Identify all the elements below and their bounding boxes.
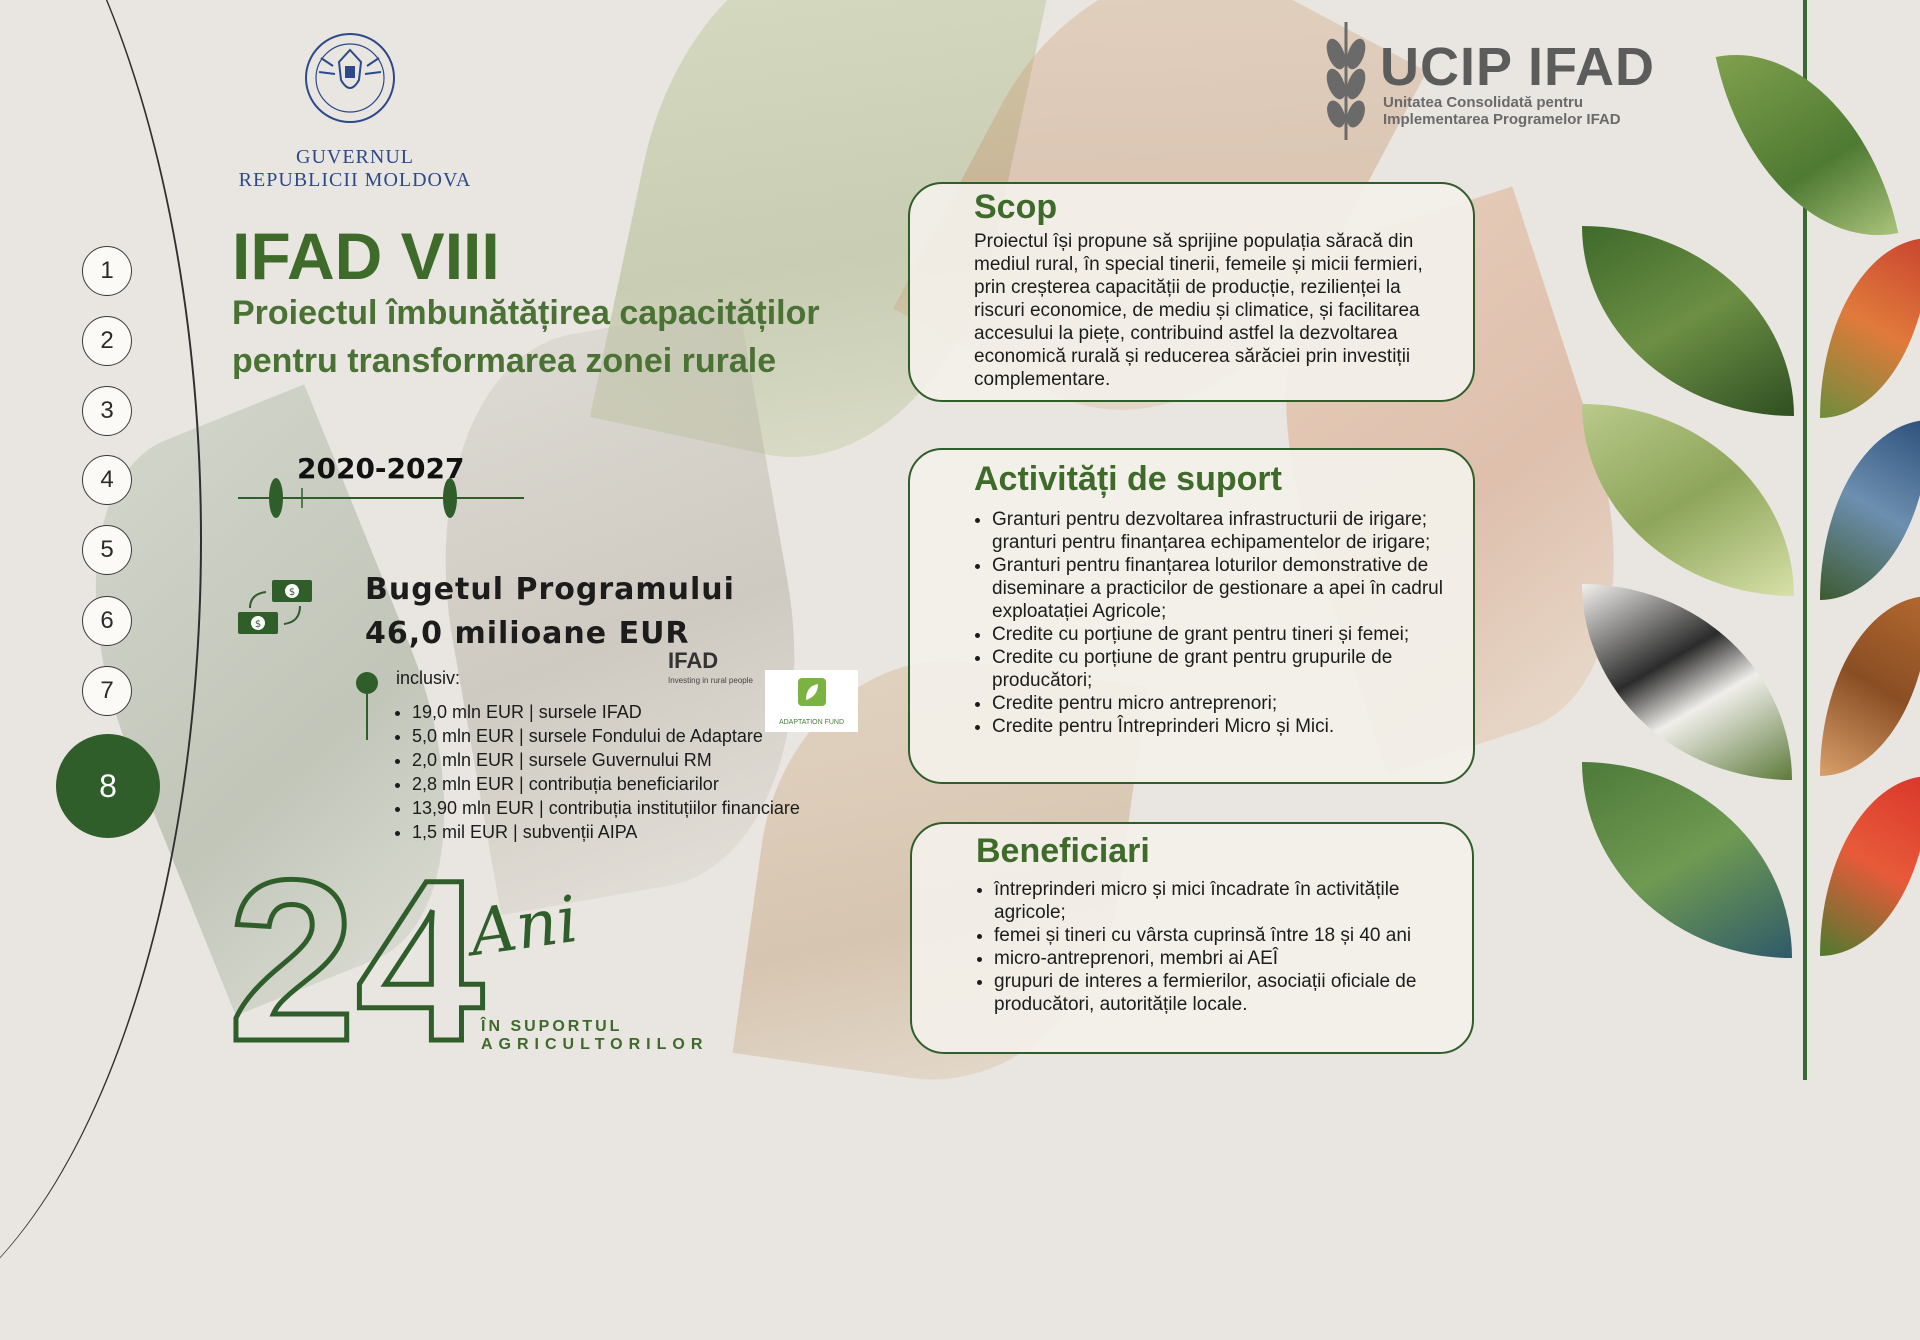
- project-subtitle-line2: pentru transformarea zonei rurale: [232, 342, 777, 380]
- activities-title: Activități de suport: [974, 460, 1282, 498]
- government-emblem-icon: [303, 22, 397, 134]
- activity-item: • Credite pentru Întreprinderi Micro și Mici.: [992, 715, 1459, 738]
- activity-item: • Granturi pentru dezvoltarea infrastructurii de irigare; granturi pentru finanțarea echipamentelor de irigare;: [992, 508, 1459, 554]
- nav-button-2[interactable]: 2: [82, 316, 132, 366]
- beneficiary-item: • grupuri de interes a fermierilor, asociații oficiale de producători, autoritățile locale.: [994, 970, 1458, 1016]
- anniversary-word: Ani: [465, 882, 583, 972]
- activities-list: [974, 508, 1459, 738]
- beneficiaries-list: [976, 878, 1458, 1016]
- budget-source-item: • 19,0 mln EUR | sursele IFAD: [412, 700, 800, 724]
- ucip-logo-subtitle-line2: Implementarea Programelor IFAD: [1383, 111, 1621, 128]
- money-exchange-icon: [236, 576, 316, 638]
- ifad-logo-tagline: Investing in rural people: [668, 676, 753, 685]
- adaptation-fund-logo: [765, 670, 858, 732]
- budget-source-item: • 1,5 mil EUR | subvenții AIPA: [412, 820, 800, 844]
- budget-source-item: • 2,0 mln EUR | sursele Guvernului RM: [412, 748, 800, 772]
- location-pin-icon: [354, 670, 380, 742]
- project-years: 2020-2027: [297, 452, 465, 485]
- government-name-line1: GUVERNUL: [296, 146, 414, 168]
- photo-leaf-strawberry: [1582, 226, 1794, 416]
- adaptation-fund-label: ADAPTATION FUND: [778, 719, 845, 726]
- svg-text:$: $: [288, 587, 296, 598]
- activity-item: • Credite cu porțiune de grant pentru tineri și femei;: [992, 623, 1459, 646]
- nav-button-6[interactable]: 6: [82, 596, 132, 646]
- anniversary-line1: ÎN SUPORTUL: [481, 1018, 623, 1035]
- nav-button-3[interactable]: 3: [82, 386, 132, 436]
- beneficiaries-title: Beneficiari: [976, 832, 1150, 870]
- ucip-logo-subtitle-line1: Unitatea Consolidată pentru: [1383, 94, 1584, 111]
- scope-text: Proiectul își propune să sprijine populația săracă din mediul rural, în special tinerii, femeile și micii fermieri, prin creșterea capacității de producție, rezilienței la riscuri economice, de mediu și climatice, și facilitarea accesului la piețe, contribuind astfel la dezvoltarea economică rurală și reducerea sărăciei prin investiții complementare.: [974, 231, 1423, 390]
- budget-title: Bugetul Programului: [365, 572, 735, 607]
- activity-item: • Granturi pentru finanțarea loturilor demonstrative de diseminare a practicilor de gestionare a apei în cadrul exploatației Agricole;: [992, 554, 1459, 623]
- photo-leaf-greenhouse: [1716, 28, 1899, 263]
- activity-item: • Credite cu porțiune de grant pentru grupurile de producători;: [992, 646, 1459, 692]
- ifad-logo: IFAD: [668, 648, 719, 673]
- activities-panel: [908, 448, 1475, 784]
- nav-button-1[interactable]: 1: [82, 246, 132, 296]
- budget-sources-list: [390, 700, 800, 844]
- anniversary-line2: AGRICULTORILOR: [481, 1036, 709, 1053]
- beneficiary-item: • micro-antreprenori, membri ai AEÎ: [994, 947, 1458, 970]
- beneficiaries-panel: [910, 822, 1474, 1054]
- budget-source-item: • 13,90 mln EUR | contribuția instituțiilor financiare: [412, 796, 800, 820]
- scope-title: Scop: [974, 188, 1058, 226]
- photo-leaf-tractor: [1820, 420, 1920, 600]
- photo-leaf-bread: [1820, 596, 1920, 776]
- beneficiary-item: • femei și tineri cu vârsta cuprinsă între 18 și 40 ani: [994, 924, 1458, 947]
- ucip-logo-title: UCIP IFAD: [1380, 37, 1656, 97]
- nav-button-7[interactable]: 7: [82, 666, 132, 716]
- anniversary-number: 24: [228, 840, 484, 1060]
- nav-button-4[interactable]: 4: [82, 455, 132, 505]
- nav-button-8-active[interactable]: 8: [56, 734, 160, 838]
- project-subtitle-line1: Proiectul îmbunătățirea capacităților: [232, 294, 820, 332]
- photo-leaf-apples: [1820, 238, 1920, 418]
- photo-leaf-tomatoes: [1820, 776, 1920, 956]
- photo-leaf-cows: [1582, 584, 1792, 780]
- government-name-line2: REPUBLICII MOLDOVA: [238, 169, 472, 191]
- budget-including-label: inclusiv:: [396, 668, 461, 688]
- adaptation-fund-leaf-icon: [798, 678, 826, 706]
- budget-amount: 46,0 milioane EUR: [365, 616, 690, 651]
- svg-text:$: $: [254, 619, 262, 630]
- project-title: IFAD VIII: [232, 219, 500, 293]
- budget-source-item: • 5,0 mln EUR | sursele Fondului de Adaptare: [412, 724, 800, 748]
- budget-source-item: • 2,8 mln EUR | contribuția beneficiarilor: [412, 772, 800, 796]
- scope-panel: [908, 182, 1475, 402]
- activity-item: • Credite pentru micro antreprenori;: [992, 692, 1459, 715]
- nav-button-5[interactable]: 5: [82, 525, 132, 575]
- photo-leaf-beehives: [1582, 762, 1792, 958]
- beneficiary-item: • întreprinderi micro și mici încadrate în activitățile agricole;: [994, 878, 1458, 924]
- wheat-logo-icon: [1316, 14, 1374, 142]
